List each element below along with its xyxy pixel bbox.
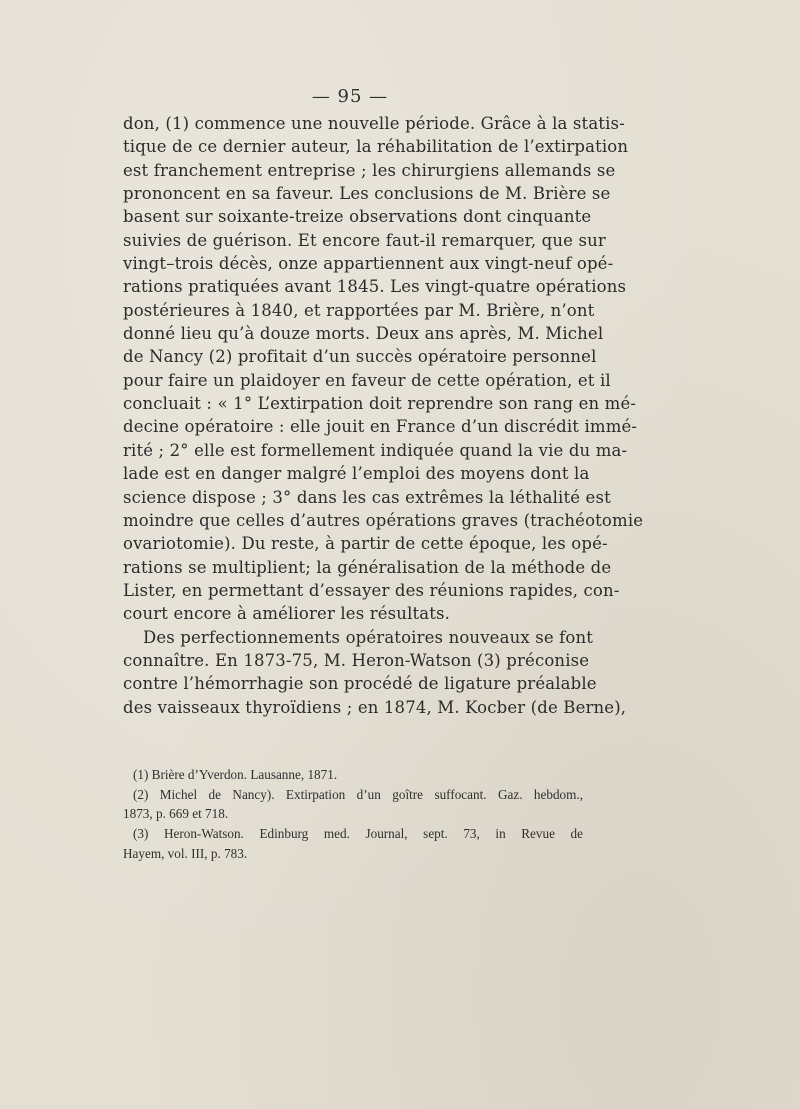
footnote-1: (1) Brière d’Yverdon. Lausanne, 1871. <box>133 767 338 782</box>
body-line: connaître. En 1873-75, M. Heron-Watson (3) préconise <box>123 650 590 670</box>
body-line: suivies de guérison. Et encore faut-il remarquer, que sur <box>123 230 606 250</box>
body-line: court encore à améliorer les résultats. <box>123 604 451 624</box>
body-line: basent sur soixante-treize observations dont cinquante <box>123 207 592 227</box>
footnote-2-continuation: 1873, p. 669 et 718. <box>123 806 229 822</box>
body-line: decine opératoire : elle jouit en France d’un discrédit immé- <box>123 417 638 437</box>
body-line: ovariotomie). Du reste, à partir de cette époque, les opé- <box>123 534 608 554</box>
body-line: concluait : « 1° L’extirpation doit reprendre son rang en mé- <box>123 394 637 414</box>
body-line: moindre que celles d’autres opérations graves (trachéotomie <box>123 510 644 530</box>
body-text <box>123 112 644 719</box>
body-line: vingt–trois décès, onze appartiennent aux vingt-neuf opé- <box>123 254 614 274</box>
body-line: pour faire un plaidoyer en faveur de cette opération, et il <box>123 370 611 390</box>
body-line: Lister, en permettant d’essayer des réunions rapides, con- <box>123 580 620 600</box>
body-line: tique de ce dernier auteur, la réhabilitation de l’extirpation <box>123 137 629 157</box>
body-line: rité ; 2° elle est formellement indiquée quand la vie du ma- <box>123 440 628 460</box>
page-number: — 95 — <box>311 86 389 107</box>
footnote-3: (3) Heron-Watson. Edinburg med. Journal, sept. 73, in Revue de <box>133 826 583 842</box>
body-line: est franchement entreprise ; les chirurgiens allemands se <box>123 160 616 180</box>
body-line: des vaisseaux thyroïdiens ; en 1874, M. Kocber (de Berne), <box>123 697 627 717</box>
footnote-3-continuation: Hayem, vol. III, p. 783. <box>123 845 248 861</box>
body-line: lade est en danger malgré l’emploi des moyens dont la <box>123 464 590 484</box>
body-line: science dispose ; 3° dans les cas extrêmes la léthalité est <box>123 487 611 507</box>
footnotes <box>123 765 583 863</box>
body-line: Des perfectionnements opératoires nouveaux se font <box>143 627 594 647</box>
body-line: don, (1) commence une nouvelle période. Grâce à la statis- <box>123 114 625 133</box>
body-line: contre l’hémorrhagie son procédé de ligature préalable <box>123 674 597 694</box>
body-line: donné lieu qu’à douze morts. Deux ans après, M. Michel <box>123 324 604 344</box>
body-line: postérieures à 1840, et rapportées par M. Brière, n’ont <box>123 300 595 320</box>
body-line: rations se multiplient; la généralisation de la méthode de <box>123 557 612 577</box>
body-line: de Nancy (2) profitait d’un succès opératoire personnel <box>123 347 597 367</box>
footnote-2: (2) Michel de Nancy). Extirpation d’un goître suffocant. Gaz. hebdom., <box>133 786 583 802</box>
body-line: rations pratiquées avant 1845. Les vingt-quatre opérations <box>123 277 627 297</box>
body-line: prononcent en sa faveur. Les conclusions de M. Brière se <box>123 184 611 204</box>
